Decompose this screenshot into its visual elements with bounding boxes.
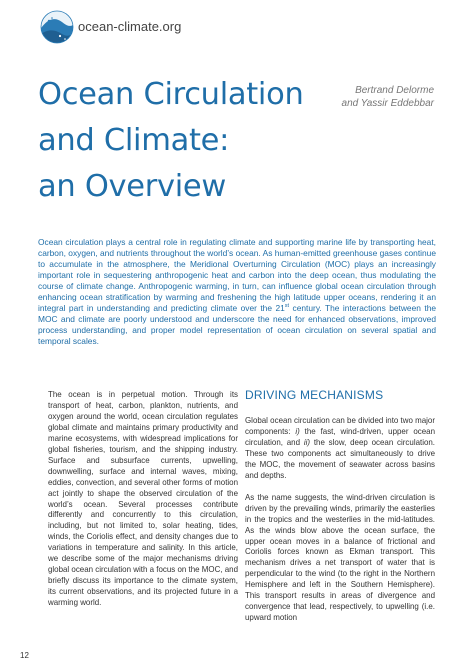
body-paragraph: As the name suggests, the wind-driven circulation is driven by the prevailing winds, primarily the easterlies in the tropics and the westerlies in the mid-latitudes. As the winds blow above the ocean surface, the upper ocean moves in a balance of frictional and Coriolis forces known as Ekman transport. This mechanism drives a net transport of water that is perpendicular to the wind (to the right in the Northern Hemisphere and left in the Southern Hemisphere). This transport results in areas of divergence and convergence that lead, respectively, to upwelling (i.e. upward motion xyxy=(245,492,435,623)
text-run: Global ocean circulation can be divided into two major components: xyxy=(245,416,435,436)
section-heading: DRIVING MECHANISMS xyxy=(245,388,384,402)
site-logo[interactable] xyxy=(40,8,185,46)
body-paragraph xyxy=(245,416,435,482)
abstract-text: Ocean circulation plays a central role in regulating climate and supporting marine life by transporting heat, carbon, oxygen, and nutrients throughout the world’s ocean. As human-emitted greenhouse gases continue to accumulate in the atmosphere, the Meridional Overturning Circulation (MOC) plays an increasingly important role in sequestering anthropogenic heat and carbon into the deep ocean, thus modulating the course of climate change. Anthropogenic warming, in turn, can influence global ocean circulation through enhancing ocean stratification by warming and freshening the high latitude upper oceans, rendering it an integral part in understanding and predicting climate over the 21 xyxy=(38,237,436,313)
title-line: an Overview xyxy=(38,169,227,204)
text-run: the slow, deep ocean circulation. These two components act simultaneously to drive the MOC, the movement of seawater across basins and depths. xyxy=(245,437,435,480)
wave-globe-icon xyxy=(40,10,74,44)
italic-marker: ii) xyxy=(303,437,310,447)
authors xyxy=(342,84,434,110)
title-line: Ocean Circulation xyxy=(38,77,304,112)
author-line: Bertrand Delorme xyxy=(355,85,434,96)
left-column xyxy=(48,390,238,609)
italic-marker: i) xyxy=(295,426,300,436)
abstract-text-cont: century. The interactions between the MOC and climate are poorly understood and underscore the need for enhanced observations, improved process understanding, and proper model representation of ocean circulation on several spatial and temporal scales. xyxy=(38,302,437,346)
abstract-superscript: st xyxy=(284,302,290,309)
body-paragraph: The ocean is in perpetual motion. Through its transport of heat, carbon, plankton, nutrients, and oxygen around the world, ocean circulation regulates global climate and maintains primary productivity and marine ecosystems, with widespread implications for global fisheries, tourism, and the shipping industry. Surface and subsurface currents, upwelling, downwelling, surface and internal waves, mixing, eddies, convection, and several other forms of motion act jointly to shape the observed circulation of the world’s ocean. Several processes contribute differently and concurrently to this circulation, including, but not limited to, solar heating, tides, winds, the Coriolis effect, and density changes due to variations in temperature and salinity. In this article, we describe some of the major mechanisms driving global ocean circulation with a focus on the MOC, and briefly discuss its importance to the climate system, its current observations, and its projected future in a warming world. xyxy=(48,390,238,608)
abstract xyxy=(38,237,436,347)
author-line: and Yassir Eddebbar xyxy=(341,98,434,109)
text-run: the fast, wind-driven, upper ocean circulation, and xyxy=(245,426,435,447)
page-number: 12 xyxy=(20,651,29,660)
title-line: and Climate: xyxy=(38,123,230,158)
right-column xyxy=(245,416,435,624)
article-title xyxy=(38,72,338,210)
logo-text: ocean-climate.org xyxy=(78,19,182,34)
